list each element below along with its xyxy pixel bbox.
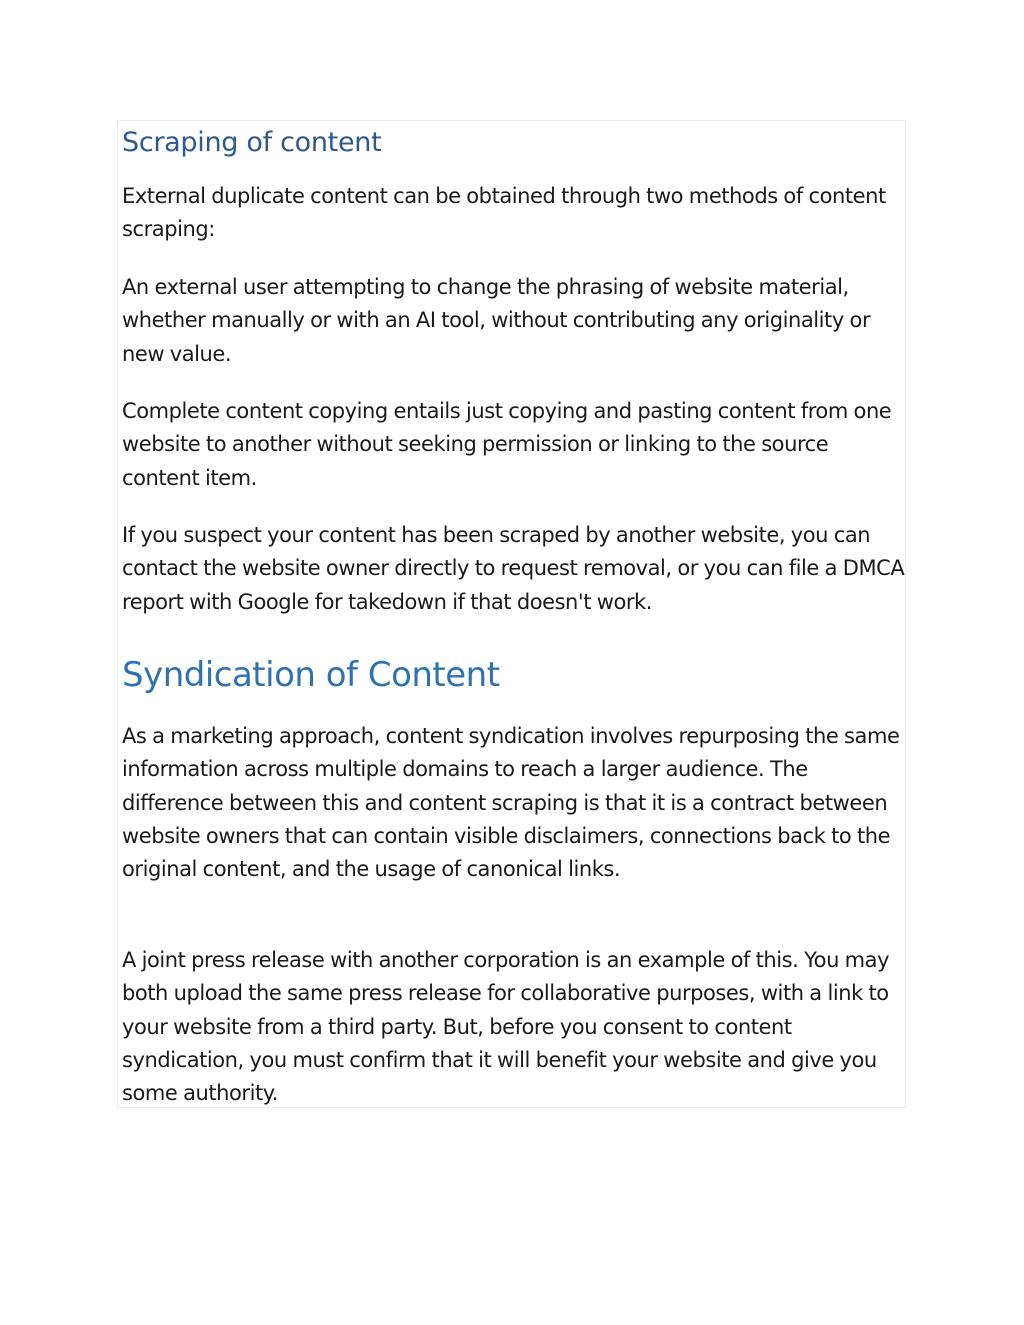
syndication-paragraph-example: A joint press release with another corporation is an example of this. You may both upload the same press release for collaborative purposes, with a link to your website from a third party. But, before you consent to content syndication, you must confirm that it will benefit your website and give you some authority. — [122, 948, 890, 1106]
scraping-paragraph-intro: External duplicate content can be obtained through two methods of content scraping: — [122, 184, 886, 242]
scraping-paragraph-rephrasing: An external user attempting to change the phrasing of website material, whether manually or with an AI tool, without contributing any originality or new value. — [122, 275, 871, 366]
syndication-heading: Syndication of Content — [122, 655, 500, 695]
syndication-paragraph-approach: As a marketing approach, content syndication involves repurposing the same information across multiple domains to reach a larger audience. The difference between this and content scraping is that it is a contract between website owners that can contain visible disclaimers, connections back to the original content, and the usage of canonical links. — [122, 724, 900, 882]
scraping-paragraph-copying: Complete content copying entails just copying and pasting content from one website to another without seeking permission or linking to the source content item. — [122, 399, 892, 490]
scraping-heading: Scraping of content — [122, 127, 382, 158]
article-content — [117, 120, 906, 1108]
scraping-paragraph-dmca: If you suspect your content has been scraped by another website, you can contact the website owner directly to request removal, or you can file a DMCA report with Google for takedown if that doesn't work. — [122, 523, 905, 614]
